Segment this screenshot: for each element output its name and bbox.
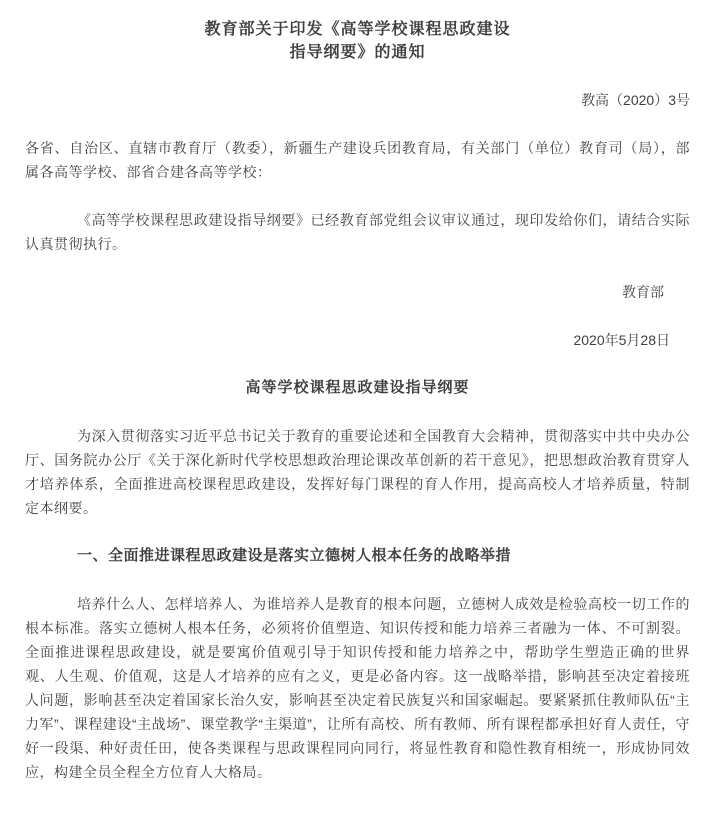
notice-title-line1: 教育部关于印发《高等学校课程思政建设 xyxy=(204,21,511,38)
doc-date: 2020年5月28日 xyxy=(573,332,670,348)
doc-number: 教高（2020）3号 xyxy=(581,92,690,108)
outline-title: 高等学校课程思政建设指导纲要 xyxy=(245,379,470,396)
section-1-paragraph: 培养什么人、怎样培养人、为谁培养人是教育的根本问题，立德树人成效是检验高校一切工作的根本标准。落实立德树人根本任务，必须将价值塑造、知识传授和能力培养三者融为一体、不可割裂。全面推进课程思政建设，就是要寓价值观引导于知识传授和能力培养之中，帮助学生塑造正确的世界观、人生观、价值观，这是人才培养的应有之义，更是必备内容。这一战略举措，影响甚至决定着接班人问题，影响甚至决定着国家长治久安，影响甚至决定着民族复兴和国家崛起。要紧紧抓住教师队伍“主力军”、课程建设“主战场”、课堂教学“主渠道”，让所有高校、所有教师、所有课程都承担好育人责任，守好一段渠、种好责任田，使各类课程与思政课程同向同行，将显性教育和隐性教育相统一，形成协同效应，构建全员全程全方位育人大格局。 xyxy=(25,596,690,780)
notice-body-paragraph: 《高等学校课程思政建设指导纲要》已经教育部党组会议审议通过，现印发给你们，请结合实际认真贯彻执行。 xyxy=(25,212,690,252)
notice-title xyxy=(25,18,690,64)
outline-intro-paragraph: 为深入贯彻落实习近平总书记关于教育的重要论述和全国教育大会精神，贯彻落实中共中央办公厅、国务院办公厅《关于深化新时代学校思想政治理论课改革创新的若干意见》，把思想政治教育贯穿人才培养体系，全面推进高校课程思政建设，发挥好每门课程的育人作用，提高高校人才培养质量，特制定本纲要。 xyxy=(25,428,690,516)
signature: 教育部 xyxy=(622,284,664,300)
notice-title-line2: 指导纲要》的通知 xyxy=(289,44,426,61)
addressee-paragraph: 各省、自治区、直辖市教育厅（教委），新疆生产建设兵团教育局，有关部门（单位）教育司（局），部属各高等学校、部省合建各高等学校： xyxy=(25,140,690,180)
section-1-heading: 一、全面推进课程思政建设是落实立德树人根本任务的战略举措 xyxy=(77,547,512,564)
